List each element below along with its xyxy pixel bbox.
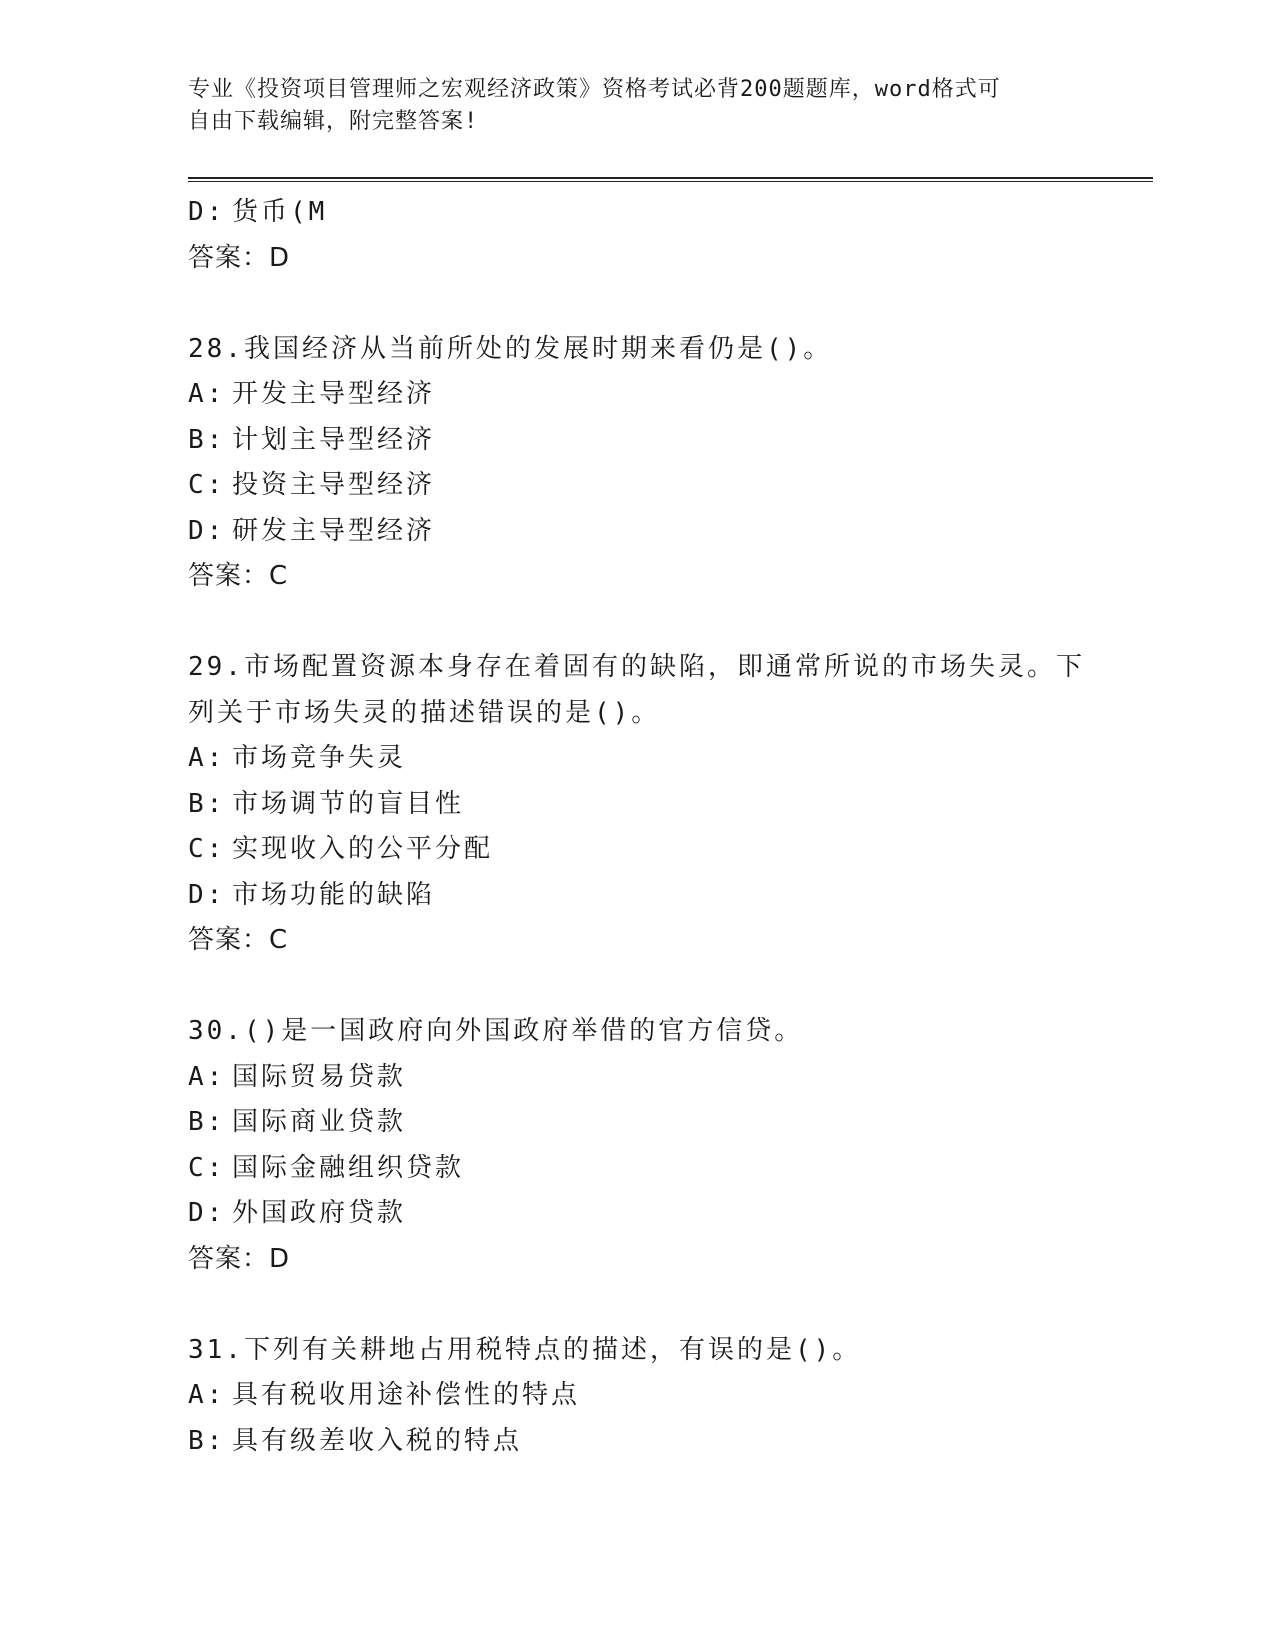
question-stem-28: 28.我国经济从当前所处的发展时期来看仍是()。 [188,333,833,364]
option-b [188,1100,1108,1146]
header-divider [188,177,1153,182]
option-text: 投资主导型经济 [232,470,436,500]
option-key: C: [188,834,226,864]
question-stem-29-line-1: 29.市场配置资源本身存在着固有的缺陷，即通常所说的市场失灵。下 [188,652,1085,682]
option-key: A: [188,743,226,773]
answer-line: 答案：C [188,925,289,955]
option-d [188,1191,1108,1237]
option-b [188,418,1108,464]
option-text: 市场竞争失灵 [232,743,407,773]
question-list [188,190,1108,1464]
option-d [188,190,1108,236]
question-stem-31: 31.下列有关耕地占用税特点的描述，有误的是()。 [188,1334,862,1365]
option-text: 市场功能的缺陷 [232,879,436,910]
option-key: A: [188,1380,226,1410]
spacer [188,281,1108,327]
option-a [188,736,1108,782]
spacer [188,964,1108,1010]
option-text: 市场调节的盲目性 [232,788,465,819]
spacer [188,600,1108,646]
question-stem-30: 30.()是一国政府向外国政府举借的官方信贷。 [188,1016,804,1046]
option-text: 国际金融组织贷款 [232,1152,465,1183]
option-key: C: [188,1152,226,1183]
option-key: B: [188,1107,226,1137]
option-a [188,372,1108,418]
option-key: D: [188,197,226,227]
option-key: B: [188,1425,226,1456]
spacer [188,1282,1108,1328]
option-key: C: [188,470,226,500]
option-key: B: [188,424,226,455]
answer-line: 答案：D [188,242,291,273]
question-stem-29-line-2: 列关于市场失灵的描述错误的是()。 [188,697,661,728]
option-key: A: [188,1061,226,1092]
option-text: 外国政府贷款 [232,1198,407,1228]
header-title-line-2: 自由下载编辑，附完整答案! [188,109,479,134]
option-key: D: [188,1198,226,1228]
option-d [188,509,1108,555]
option-key: B: [188,788,226,819]
option-b [188,782,1108,828]
option-key: A: [188,379,226,409]
option-d [188,873,1108,919]
option-text: 国际贸易贷款 [232,1061,407,1092]
answer-line: 答案：D [188,1243,291,1274]
option-text: 具有级差收入税的特点 [232,1425,523,1456]
option-c [188,827,1108,873]
document-header [188,74,1088,138]
option-a [188,1373,1108,1419]
option-text: 国际商业贷款 [232,1107,407,1137]
option-text: 研发主导型经济 [232,515,436,546]
option-c [188,1146,1108,1192]
answer-line: 答案：C [188,561,289,591]
option-text: 实现收入的公平分配 [232,834,494,864]
option-key: D: [188,879,226,910]
option-text: 货币(M [232,197,328,227]
option-text: 具有税收用途补偿性的特点 [232,1380,581,1410]
option-text: 开发主导型经济 [232,379,436,409]
option-a [188,1055,1108,1101]
header-title-line-1: 专业《投资项目管理师之宏观经济政策》资格考试必背200题题库，word格式可 [188,77,1001,102]
option-b [188,1419,1108,1465]
option-text: 计划主导型经济 [232,424,436,455]
option-key: D: [188,515,226,546]
option-c [188,463,1108,509]
